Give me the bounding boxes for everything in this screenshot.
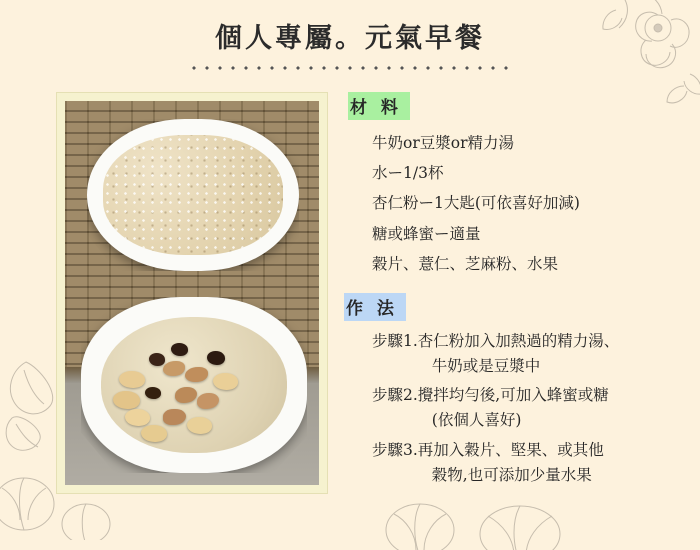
dry-oats-content [103,135,283,255]
cashew-nut [119,371,145,388]
almond [163,361,185,376]
ingredients-heading: 材 料 [348,92,410,120]
list-item [372,329,674,379]
method-steps [344,329,674,488]
raisin [171,343,188,356]
page-header [0,16,700,71]
step-text: (依個人喜好) [431,411,522,430]
raisin [149,353,165,366]
list-item: 杏仁粉ー1大匙(可依喜好加減) [372,194,580,213]
step-text: 牛奶或是豆漿中 [431,357,541,376]
almond [163,409,186,425]
list-item [372,383,674,433]
almond [185,367,208,382]
ingredients-list [344,128,674,279]
list-item: 水ー1/3杯 [372,164,444,183]
step-text: 穀物,也可添加少量水果 [431,465,592,484]
list-item [372,438,674,488]
method-heading: 作 法 [344,293,406,321]
cashew-nut [125,409,150,426]
list-item: 糖或蜂蜜ー適量 [372,224,481,243]
almond [175,387,197,403]
list-item: 牛奶or豆漿or精力湯 [372,134,514,152]
step-label: 步驟1. [372,332,418,351]
cashew-nut [113,391,140,409]
raisin [145,387,161,399]
step-text: 攪拌均勻後,可加入蜂蜜或糖 [417,386,609,405]
step-text: 再加入穀片、堅果、或其他 [417,440,604,459]
photo-frame [56,92,328,494]
step-label: 步驟2. [372,386,418,405]
porridge-content [101,317,287,453]
cashew-nut [187,417,212,434]
cashew-nut [141,425,167,442]
step-text: 杏仁粉加入加熱過的精力湯、 [417,332,620,351]
page-title: 個人專屬。元氣早餐 [215,23,485,54]
almond [197,393,219,409]
oatmeal-breakfast-photo [65,101,319,485]
step-label: 步驟3. [372,440,418,459]
porridge-with-nuts-bowl [81,297,307,473]
cashew-nut [213,373,238,390]
raisin [207,351,225,365]
list-item: 穀片、薏仁、芝麻粉、水果 [372,254,559,273]
dotted-divider [185,65,515,71]
recipe-content [344,92,674,492]
dry-oats-bowl [87,119,299,271]
